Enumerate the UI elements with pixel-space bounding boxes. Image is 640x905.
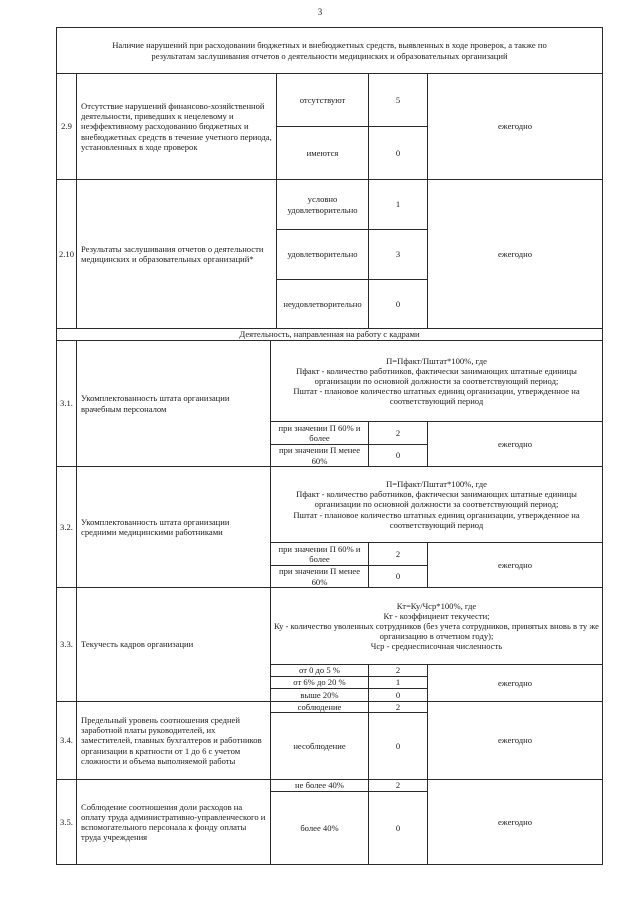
criterion-name: Предельный уровень соотношения средней заработной платы руководителей, их заместителей, главных бухгалтеров и работников организации в кратности от 1 до 6 с учетом сложности и объема выполняемой работы	[81, 715, 262, 766]
score-value: 2	[395, 780, 401, 791]
formula-description	[271, 341, 602, 421]
formula-description	[271, 588, 602, 664]
row-number: 3.1.	[60, 398, 73, 409]
option-label: более 40%	[300, 822, 339, 833]
score-value: 5	[395, 94, 401, 105]
option-label: от 0 до 5 %	[299, 665, 340, 676]
formula-line: П=Пфакт/Пштат*100%, где	[386, 479, 487, 490]
criterion-name: Текучесть кадров организации	[81, 639, 194, 650]
score-value: 2	[395, 665, 401, 676]
row-number: 3.5.	[60, 816, 73, 827]
period-label: ежегодно	[497, 438, 533, 449]
period-label: ежегодно	[497, 735, 533, 746]
option-label: не более 40%	[295, 780, 344, 791]
row-number: 3.2.	[60, 521, 73, 532]
formula-line: Ку - количество уволенных сотрудников (без учета сотрудников, принятых вновь в ту же организацию в отчетном году);	[274, 620, 599, 642]
option-label: от 6% до 20 %	[293, 677, 346, 688]
option-label: при значении П менее 60%	[278, 566, 361, 587]
row-number: 2.10	[58, 248, 75, 259]
criterion-name: Результаты заслушивания отчетов о деятельности медицинских и образовательных организаций*	[81, 243, 264, 264]
formula-line: П=Пфакт/Пштат*100%, где	[386, 355, 487, 366]
formula-line: Чср - среднесписочная численность	[370, 641, 503, 652]
header-line-2: результатам заслушивания отчетов о деятельности медицинских и образовательных организаций	[151, 50, 508, 61]
score-value: 2	[395, 548, 401, 559]
page-number: 3	[317, 7, 323, 17]
period-label: ежегодно	[497, 121, 533, 132]
option-label: при значении П 60% и более	[278, 422, 361, 443]
score-value: 0	[395, 571, 401, 582]
score-value: 1	[395, 199, 401, 210]
option-label: имеются	[306, 147, 339, 158]
formula-line: Пфакт - количество работников, фактически занимающих штатные единицы организации по основной должности за соответствующий период;	[296, 365, 577, 386]
score-value: 0	[395, 740, 401, 751]
option-label: удовлетворительно	[287, 249, 358, 260]
criterion-name: Укомплектованность штата организации врачебным персоналом	[81, 393, 230, 414]
score-value: 0	[395, 822, 401, 833]
period-label: ежегодно	[497, 559, 533, 570]
option-label: выше 20%	[300, 689, 339, 700]
option-label: при значении П 60% и более	[278, 543, 361, 564]
score-value: 2	[395, 427, 401, 438]
formula-line: Кт=Ку/Чср*100%, где	[396, 600, 477, 611]
option-label: неудовлетворительно	[283, 298, 362, 309]
row-number: 3.3.	[60, 639, 73, 650]
option-label: условно удовлетворительно	[287, 194, 358, 215]
criterion-name: Отсутствие нарушений финансово-хозяйственной деятельности, приведших к нецелевому и неэффективному расходованию бюджетных и внебюджетных средств в течение учетного периода, установленных в ходе проверок	[81, 101, 272, 152]
score-value: 3	[395, 249, 401, 260]
period-label: ежегодно	[497, 816, 533, 827]
formula-line: Пштат - плановое количество штатных единиц организации, утвержденное на соответствующий период	[293, 509, 580, 530]
score-value: 0	[395, 147, 401, 158]
formula-line: Кт - коэффициент текучести;	[383, 610, 490, 621]
option-label: отсутствуют	[299, 94, 346, 105]
formula-line: Пфакт - количество работников, фактически занимающих штатные единицы организации по основной должности за соответствующий период;	[296, 489, 577, 510]
criterion-name: Соблюдение соотношения доли расходов на оплату труда административно-управленческого и вспомогательного персонала к фонду оплаты труда учреждения	[81, 801, 266, 843]
formula-description	[271, 467, 602, 542]
score-value: 0	[395, 298, 401, 309]
option-label: соблюдение	[297, 702, 342, 712]
option-label: при значении П менее 60%	[278, 445, 361, 466]
criterion-name: Укомплектованность штата организации средними медицинскими работниками	[81, 516, 230, 537]
score-value: 0	[395, 689, 401, 700]
formula-line: Пштат - плановое количество штатных единиц организации, утвержденное на соответствующий период	[293, 386, 580, 407]
score-value: 2	[395, 702, 401, 712]
score-value: 1	[395, 677, 401, 688]
header-line-1: Наличие нарушений при расходовании бюджетных и внебюджетных средств, выявленных в ходе проверок, а также по	[112, 40, 547, 51]
row-number: 2.9	[61, 121, 72, 132]
option-label: несоблюдение	[293, 740, 346, 751]
period-label: ежегодно	[497, 677, 533, 688]
section-title: Деятельность, направленная на работу с кадрами	[239, 329, 420, 340]
period-label: ежегодно	[497, 248, 533, 259]
table-header	[57, 28, 602, 73]
row-number: 3.4.	[60, 735, 73, 746]
score-value: 0	[395, 450, 401, 461]
